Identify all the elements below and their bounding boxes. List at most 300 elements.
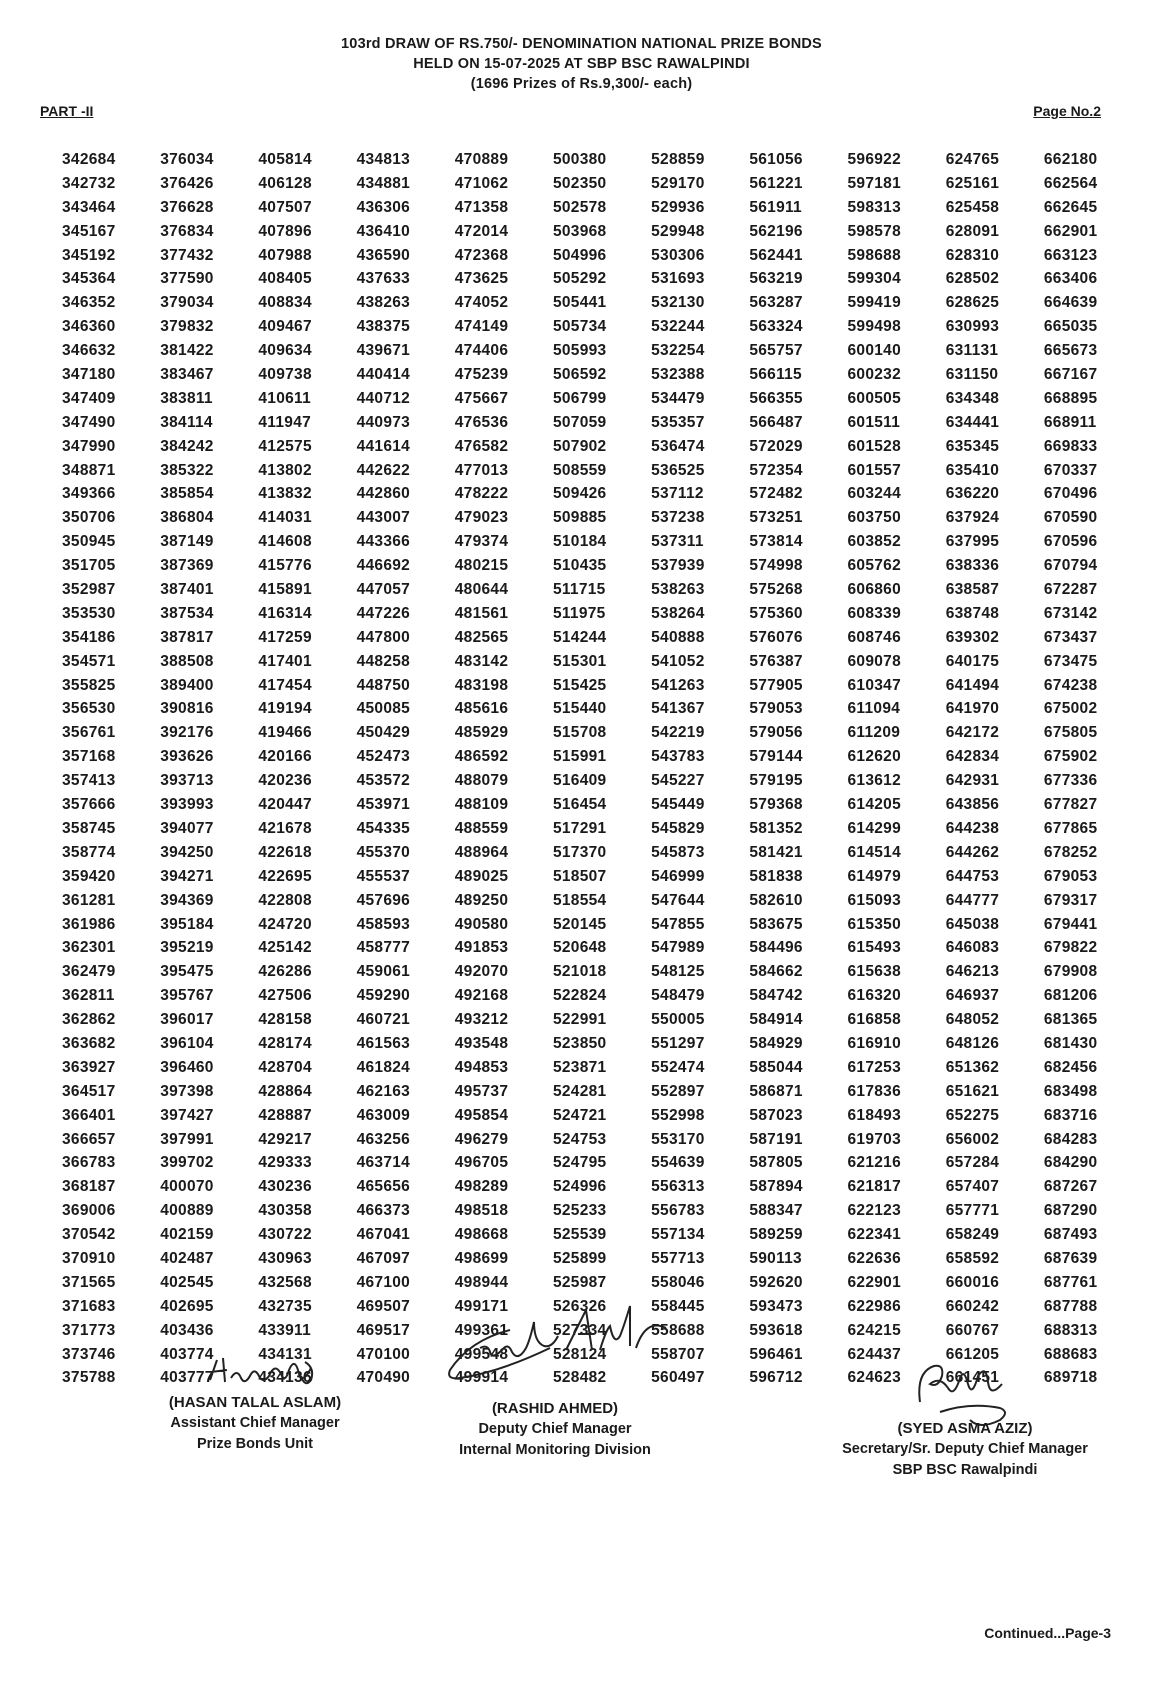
bond-number: 403436 xyxy=(160,1321,214,1339)
bond-number: 646937 xyxy=(945,987,1000,1005)
bond-number: 657407 xyxy=(945,1178,1000,1196)
bond-number: 438263 xyxy=(356,294,411,312)
bond-number: 562196 xyxy=(749,222,803,240)
bond-number: 635345 xyxy=(945,437,1000,455)
bond-number: 681365 xyxy=(1043,1011,1098,1029)
bond-number: 399702 xyxy=(160,1154,214,1172)
bond-number: 537311 xyxy=(651,533,704,551)
bond-number: 362479 xyxy=(62,963,116,981)
bond-number: 345192 xyxy=(62,246,116,264)
bond-number: 561911 xyxy=(749,198,802,216)
bond-number: 523850 xyxy=(552,1034,607,1052)
bond-number: 361986 xyxy=(62,915,116,933)
bond-number: 618493 xyxy=(847,1106,902,1124)
bond-number: 587805 xyxy=(749,1154,803,1172)
bond-number: 688683 xyxy=(1043,1345,1098,1363)
bond-number: 505993 xyxy=(552,342,607,360)
bond-number: 553170 xyxy=(651,1130,705,1148)
bond-number: 561056 xyxy=(749,151,803,168)
bond-number: 427506 xyxy=(258,987,312,1005)
bond-number: 422618 xyxy=(258,843,312,861)
bond-number: 681206 xyxy=(1043,987,1098,1005)
bond-number: 518554 xyxy=(552,891,607,909)
bond-number: 361281 xyxy=(62,891,116,909)
bond-number: 403777 xyxy=(160,1369,214,1387)
bond-number: 498944 xyxy=(454,1273,509,1291)
bond-number: 470889 xyxy=(454,151,509,168)
bond-number: 395219 xyxy=(160,939,214,957)
bond-number: 683716 xyxy=(1043,1106,1098,1124)
bond-number: 615638 xyxy=(847,963,902,981)
bond-number: 439671 xyxy=(356,342,411,360)
bond-number: 375788 xyxy=(62,1369,116,1387)
bond-number: 585044 xyxy=(749,1058,803,1076)
bond-number: 572482 xyxy=(749,485,803,503)
bond-number: 498518 xyxy=(454,1202,509,1220)
bond-number: 407507 xyxy=(258,198,312,216)
bond-number: 495737 xyxy=(454,1082,509,1100)
bond-number: 469517 xyxy=(356,1321,411,1339)
bond-number: 589259 xyxy=(749,1226,803,1244)
bond-number: 687493 xyxy=(1043,1226,1098,1244)
bond-number: 621817 xyxy=(847,1178,902,1196)
bond-number: 575268 xyxy=(749,581,803,599)
bond-number: 507059 xyxy=(552,413,607,431)
bond-number: 550005 xyxy=(651,1011,705,1029)
bond-number: 463714 xyxy=(356,1154,411,1172)
bond-number: 581421 xyxy=(749,843,803,861)
bond-number: 563219 xyxy=(749,270,803,288)
bond-number: 357168 xyxy=(62,748,116,766)
bond-number: 347490 xyxy=(62,413,116,431)
bond-number: 469507 xyxy=(356,1297,411,1315)
bond-number: 453572 xyxy=(356,772,411,790)
bond-number: 408834 xyxy=(258,294,312,312)
signature-rashid-ahmed xyxy=(440,1300,680,1395)
bond-number: 586871 xyxy=(749,1082,803,1100)
bond-number: 592620 xyxy=(749,1273,803,1291)
bond-number: 598578 xyxy=(847,222,902,240)
bond-number: 514244 xyxy=(552,628,607,646)
bond-number: 432735 xyxy=(258,1297,312,1315)
bond-number: 424720 xyxy=(258,915,312,933)
bond-number: 538264 xyxy=(651,604,705,622)
bond-number: 617836 xyxy=(847,1082,902,1100)
prize-bond-number-grid xyxy=(62,148,1134,1418)
bond-number: 502350 xyxy=(552,174,607,192)
bond-number: 421678 xyxy=(258,819,312,837)
bond-number: 482565 xyxy=(454,628,509,646)
bond-number: 665035 xyxy=(1043,318,1098,336)
bond-number: 448750 xyxy=(356,676,411,694)
bond-number: 644262 xyxy=(945,843,1000,861)
bond-number: 467100 xyxy=(356,1273,411,1291)
bond-number: 395184 xyxy=(160,915,214,933)
signatory-title: Deputy Chief Manager xyxy=(478,1421,632,1437)
number-column xyxy=(946,148,1036,1418)
bond-number: 682456 xyxy=(1043,1058,1098,1076)
bond-number: 524281 xyxy=(552,1082,607,1100)
bond-number: 646213 xyxy=(945,963,1000,981)
bond-number: 432568 xyxy=(258,1273,312,1291)
bond-number: 515440 xyxy=(552,700,607,718)
bond-number: 448258 xyxy=(356,652,411,670)
bond-number: 529936 xyxy=(651,198,705,216)
bond-number: 393993 xyxy=(160,796,214,814)
bond-number: 516454 xyxy=(552,796,607,814)
bond-number: 358745 xyxy=(62,819,116,837)
bond-number: 673475 xyxy=(1043,652,1098,670)
bond-number: 577905 xyxy=(749,676,803,694)
bond-number: 679053 xyxy=(1043,867,1098,885)
bond-number: 582610 xyxy=(749,891,803,909)
bond-number: 388508 xyxy=(160,652,214,670)
bond-number: 376426 xyxy=(160,174,214,192)
bond-number: 492168 xyxy=(454,987,509,1005)
signatory-unit: SBP BSC Rawalpindi xyxy=(892,1462,1038,1478)
bond-number: 631150 xyxy=(945,366,999,384)
number-column xyxy=(258,148,348,1418)
bond-number: 474149 xyxy=(454,318,509,336)
bond-number: 363927 xyxy=(62,1058,116,1076)
bond-number: 522824 xyxy=(552,987,607,1005)
bond-number: 405814 xyxy=(258,151,312,168)
bond-number: 548479 xyxy=(651,987,705,1005)
bond-number: 480644 xyxy=(454,581,509,599)
bond-number: 407988 xyxy=(258,246,312,264)
bond-number: 366783 xyxy=(62,1154,116,1172)
bond-number: 417259 xyxy=(258,628,312,646)
bond-number: 426286 xyxy=(258,963,312,981)
bond-number: 673437 xyxy=(1043,628,1098,646)
bond-number: 566115 xyxy=(749,366,802,384)
bond-number: 652275 xyxy=(945,1106,1000,1124)
bond-number: 658249 xyxy=(945,1226,1000,1244)
bond-number: 584929 xyxy=(749,1034,803,1052)
bond-number: 524753 xyxy=(552,1130,607,1148)
bond-number: 614299 xyxy=(847,819,902,837)
bond-number: 590113 xyxy=(749,1249,802,1267)
bond-number: 511715 xyxy=(552,581,606,599)
bond-number: 428174 xyxy=(258,1034,312,1052)
bond-number: 430236 xyxy=(258,1178,312,1196)
bond-number: 463009 xyxy=(356,1106,411,1124)
bond-number: 537939 xyxy=(651,557,705,575)
bond-number: 486592 xyxy=(454,748,509,766)
bond-number: 430722 xyxy=(258,1226,312,1244)
bond-number: 628310 xyxy=(945,246,1000,264)
bond-number: 552998 xyxy=(651,1106,705,1124)
bond-number: 635410 xyxy=(945,461,1000,479)
bond-number: 429217 xyxy=(258,1130,312,1148)
bond-number: 465656 xyxy=(356,1178,411,1196)
bond-number: 576076 xyxy=(749,628,803,646)
bond-number: 606860 xyxy=(847,581,902,599)
bond-number: 616320 xyxy=(847,987,902,1005)
bond-number: 596922 xyxy=(847,151,902,168)
bond-number: 525233 xyxy=(552,1202,607,1220)
bond-number: 644753 xyxy=(945,867,1000,885)
bond-number: 379832 xyxy=(160,318,214,336)
bond-number: 479023 xyxy=(454,509,509,527)
bond-number: 628091 xyxy=(945,222,1000,240)
bond-number: 572354 xyxy=(749,461,803,479)
bond-number: 409738 xyxy=(258,366,312,384)
bond-number: 495854 xyxy=(454,1106,509,1124)
bond-number: 509426 xyxy=(552,485,607,503)
bond-number: 499914 xyxy=(454,1369,509,1387)
bond-number: 528124 xyxy=(552,1345,607,1363)
number-column xyxy=(553,148,643,1418)
bond-number: 402487 xyxy=(160,1249,214,1267)
bond-number: 615350 xyxy=(847,915,902,933)
bond-number: 434131 xyxy=(258,1345,312,1363)
signature-hasan-talal-aslam xyxy=(205,1352,345,1392)
bond-number: 395475 xyxy=(160,963,214,981)
bond-number: 558707 xyxy=(651,1345,705,1363)
bond-number: 609078 xyxy=(847,652,902,670)
bond-number: 542219 xyxy=(651,724,705,742)
bond-number: 420447 xyxy=(258,796,312,814)
bond-number: 603244 xyxy=(847,485,902,503)
bond-number: 657284 xyxy=(945,1154,1000,1172)
bond-number: 386804 xyxy=(160,509,214,527)
bond-number: 483198 xyxy=(454,676,509,694)
bond-number: 605762 xyxy=(847,557,902,575)
bond-number: 678252 xyxy=(1043,843,1098,861)
bond-number: 473625 xyxy=(454,270,509,288)
bond-number: 462163 xyxy=(356,1082,411,1100)
bond-number: 387369 xyxy=(160,557,214,575)
bond-number: 377590 xyxy=(160,270,214,288)
bond-number: 660242 xyxy=(945,1297,1000,1315)
bond-number: 506799 xyxy=(552,389,607,407)
bond-number: 461824 xyxy=(356,1058,411,1076)
bond-number: 353530 xyxy=(62,604,116,622)
bond-number: 668895 xyxy=(1043,389,1098,407)
signatory-unit: Prize Bonds Unit xyxy=(196,1436,313,1452)
bond-number: 521018 xyxy=(552,963,607,981)
bond-number: 661451 xyxy=(945,1369,1000,1387)
bond-number: 669833 xyxy=(1043,437,1098,455)
bond-number: 446692 xyxy=(356,557,411,575)
bond-number: 458777 xyxy=(356,939,411,957)
bond-number: 608746 xyxy=(847,628,902,646)
bond-number: 371773 xyxy=(62,1321,116,1339)
bond-number: 679441 xyxy=(1043,915,1098,933)
bond-number: 440414 xyxy=(356,366,411,384)
bond-number: 429333 xyxy=(258,1154,312,1172)
bond-number: 488559 xyxy=(454,819,509,837)
bond-number: 447226 xyxy=(356,604,411,622)
bond-number: 406128 xyxy=(258,174,312,192)
bond-number: 419466 xyxy=(258,724,312,742)
bond-number: 369006 xyxy=(62,1202,116,1220)
bond-number: 402159 xyxy=(160,1226,214,1244)
bond-number: 455537 xyxy=(356,867,411,885)
bond-number: 415891 xyxy=(258,581,312,599)
bond-number: 420236 xyxy=(258,772,312,790)
bond-number: 674238 xyxy=(1043,676,1098,694)
bond-number: 636220 xyxy=(945,485,1000,503)
bond-number: 599304 xyxy=(847,270,902,288)
bond-number: 675002 xyxy=(1043,700,1098,718)
bond-number: 488109 xyxy=(454,796,509,814)
bond-number: 552474 xyxy=(651,1058,705,1076)
bond-number: 422808 xyxy=(258,891,312,909)
bond-number: 642931 xyxy=(945,772,1000,790)
bond-number: 478222 xyxy=(454,485,509,503)
bond-number: 414608 xyxy=(258,533,312,551)
bond-number: 588347 xyxy=(749,1202,803,1220)
bond-number: 387401 xyxy=(160,581,214,599)
bond-number: 689718 xyxy=(1043,1369,1098,1387)
bond-number: 532388 xyxy=(651,366,705,384)
bond-number: 515301 xyxy=(552,652,607,670)
bond-number: 393713 xyxy=(160,772,214,790)
bond-number: 370542 xyxy=(62,1226,116,1244)
bond-number: 430963 xyxy=(258,1249,312,1267)
bond-number: 663123 xyxy=(1043,246,1098,264)
bond-number: 396460 xyxy=(160,1058,214,1076)
bond-number: 475667 xyxy=(454,389,509,407)
continued-note: Continued...Page-3 xyxy=(984,1625,1111,1641)
bond-number: 483142 xyxy=(454,652,509,670)
bond-number: 637995 xyxy=(945,533,1000,551)
bond-number: 554639 xyxy=(651,1154,705,1172)
bond-number: 684283 xyxy=(1043,1130,1098,1148)
bond-number: 347409 xyxy=(62,389,116,407)
bond-number: 428864 xyxy=(258,1082,312,1100)
bond-number: 416314 xyxy=(258,604,312,622)
bond-number: 345167 xyxy=(62,222,116,240)
bond-number: 490580 xyxy=(454,915,509,933)
bond-number: 517291 xyxy=(552,819,607,837)
bond-number: 387534 xyxy=(160,604,214,622)
bond-number: 371683 xyxy=(62,1297,116,1315)
bond-number: 509885 xyxy=(552,509,607,527)
bond-number: 342732 xyxy=(62,174,116,192)
bond-number: 472014 xyxy=(454,222,509,240)
bond-number: 556313 xyxy=(651,1178,705,1196)
bond-number: 600505 xyxy=(847,389,902,407)
bond-number: 530306 xyxy=(651,246,705,264)
bond-number: 408405 xyxy=(258,270,312,288)
bond-number: 346352 xyxy=(62,294,116,312)
bond-number: 532130 xyxy=(651,294,705,312)
bond-number: 348871 xyxy=(62,461,116,479)
bond-number: 471358 xyxy=(454,198,509,216)
bond-number: 662901 xyxy=(1043,222,1098,240)
bond-number: 499361 xyxy=(454,1321,509,1339)
bond-number: 541367 xyxy=(651,700,705,718)
bond-number: 516409 xyxy=(552,772,607,790)
bond-number: 593618 xyxy=(749,1321,803,1339)
bond-number: 517370 xyxy=(552,843,607,861)
bond-number: 648052 xyxy=(945,1011,1000,1029)
bond-number: 621216 xyxy=(847,1154,902,1172)
bond-number: 524721 xyxy=(552,1106,607,1124)
bond-number: 346360 xyxy=(62,318,116,336)
bond-number: 587894 xyxy=(749,1178,803,1196)
bond-number: 443366 xyxy=(356,533,411,551)
bond-number: 458593 xyxy=(356,915,411,933)
bond-number: 366657 xyxy=(62,1130,116,1148)
bond-number: 660016 xyxy=(945,1273,1000,1291)
bond-number: 658592 xyxy=(945,1249,1000,1267)
bond-number: 343464 xyxy=(62,198,116,216)
bond-number: 472368 xyxy=(454,246,509,264)
bond-number: 612620 xyxy=(847,748,902,766)
bond-number: 547644 xyxy=(651,891,705,909)
bond-number: 642172 xyxy=(945,724,1000,742)
bond-number: 471062 xyxy=(454,174,509,192)
bond-number: 532244 xyxy=(651,318,705,336)
bond-number: 538263 xyxy=(651,581,705,599)
bond-number: 422695 xyxy=(258,867,312,885)
bond-number: 642834 xyxy=(945,748,1000,766)
bond-number: 466373 xyxy=(356,1202,411,1220)
bond-number: 402545 xyxy=(160,1273,214,1291)
bond-number: 651621 xyxy=(945,1082,1000,1100)
bond-number: 354571 xyxy=(62,652,116,670)
bond-number: 603750 xyxy=(847,509,902,527)
bond-number: 556783 xyxy=(651,1202,705,1220)
signatory-2 xyxy=(420,1398,690,1461)
bond-number: 587023 xyxy=(749,1106,803,1124)
bond-number: 558688 xyxy=(651,1321,705,1339)
bond-number: 357413 xyxy=(62,772,116,790)
document-header xyxy=(0,34,1173,94)
bond-number: 498668 xyxy=(454,1226,509,1244)
bond-number: 346632 xyxy=(62,342,116,360)
bond-number: 467097 xyxy=(356,1249,411,1267)
bond-number: 675902 xyxy=(1043,748,1098,766)
bond-number: 598313 xyxy=(847,198,902,216)
bond-number: 657771 xyxy=(945,1202,1000,1220)
bond-number: 470100 xyxy=(356,1345,411,1363)
bond-number: 438375 xyxy=(356,318,411,336)
bond-number: 600140 xyxy=(847,342,902,360)
bond-number: 677865 xyxy=(1043,819,1098,837)
bond-number: 531693 xyxy=(651,270,705,288)
bond-number: 545873 xyxy=(651,843,705,861)
bond-number: 390816 xyxy=(160,700,214,718)
bond-number: 672287 xyxy=(1043,581,1098,599)
bond-number: 660767 xyxy=(945,1321,1000,1339)
bond-number: 505734 xyxy=(552,318,607,336)
bond-number: 502578 xyxy=(552,198,607,216)
bond-number: 387149 xyxy=(160,533,214,551)
bond-number: 475239 xyxy=(454,366,509,384)
bond-number: 677827 xyxy=(1043,796,1098,814)
bond-number: 436410 xyxy=(356,222,411,240)
bond-number: 433911 xyxy=(258,1321,312,1339)
bond-number: 628502 xyxy=(945,270,1000,288)
bond-number: 624215 xyxy=(847,1321,902,1339)
bond-number: 397398 xyxy=(160,1082,214,1100)
bond-number: 622123 xyxy=(847,1202,902,1220)
bond-number: 523871 xyxy=(552,1058,607,1076)
bond-number: 615093 xyxy=(847,891,902,909)
bond-number: 687761 xyxy=(1043,1273,1098,1291)
bond-number: 525899 xyxy=(552,1249,607,1267)
bond-number: 493548 xyxy=(454,1034,509,1052)
bond-number: 641970 xyxy=(945,700,1000,718)
bond-number: 581352 xyxy=(749,819,803,837)
bond-number: 558046 xyxy=(651,1273,705,1291)
bond-number: 474052 xyxy=(454,294,509,312)
